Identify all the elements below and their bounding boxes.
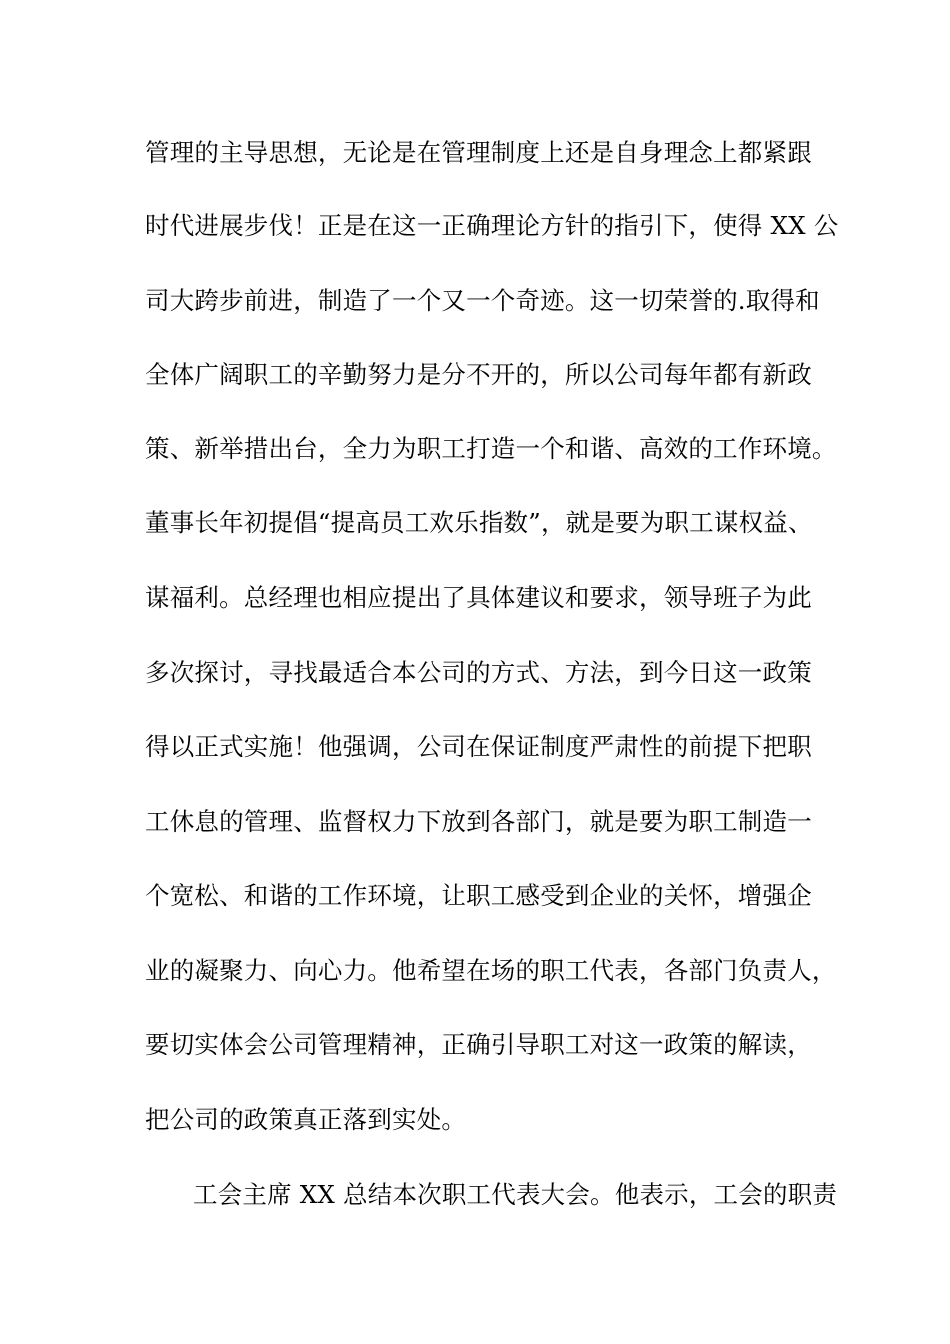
text-line: 把公司的政策真正落到实处。 — [145, 1105, 467, 1134]
text-line: 谋福利。总经理也相应提出了具体建议和要求，领导班子为此 — [145, 583, 812, 612]
text-line: 要切实体会公司管理精神，正确引导职工对这一政策的解读， — [145, 1030, 812, 1059]
text-line: 多次探讨，寻找最适合本公司的方式、方法，到今日这一政策 — [145, 658, 812, 687]
text-line: 个宽松、和谐的工作环境，让职工感受到企业的关怀，增强企 — [145, 881, 812, 910]
text-line: 业的凝聚力、向心力。他希望在场的职工代表，各部门负责人， — [145, 956, 837, 985]
text-line: 策、新举措出台，全力为职工打造一个和谐、高效的工作环境。 — [145, 434, 837, 463]
text-line: 董事长年初提倡“提高员工欢乐指数”，就是要为职工谋权益、 — [145, 508, 813, 537]
text-line: 全体广阔职工的辛勤努力是分不开的，所以公司每年都有新政 — [145, 360, 812, 389]
paragraph-first-line: 工会主席 XX 总结本次职工代表大会。他表示，工会的职责 — [193, 1180, 838, 1209]
text-line: 得以正式实施！他强调，公司在保证制度严肃性的前提下把职 — [145, 732, 812, 761]
text-line: 司大跨步前进，制造了一个又一个奇迹。这一切荣誉的.取得和 — [145, 286, 820, 315]
text-line: 时代进展步伐！正是在这一正确理论方针的指引下，使得 XX 公 — [145, 211, 839, 240]
text-line: 管理的主导思想，无论是在管理制度上还是自身理念上都紧跟 — [145, 138, 812, 167]
text-line: 工休息的管理、监督权力下放到各部门，就是要为职工制造一 — [145, 807, 812, 836]
